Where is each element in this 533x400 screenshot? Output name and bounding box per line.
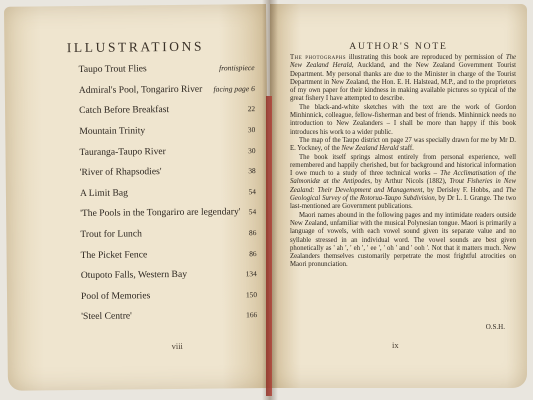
illustration-title: 'Steel Centre': [81, 310, 132, 322]
authors-note-heading: AUTHOR'S NOTE: [349, 41, 448, 52]
illustration-page: 86: [248, 228, 257, 238]
note-paragraph: [290, 137, 516, 154]
illustration-title: Tauranga-Taupo River: [79, 146, 166, 158]
note-text-run: , Auckland, and the New Zealand Government Tourist Department. My personal thanks are due to the Minister in charge of the Tourist Department in New Zealand, the Hon. E. H. Halstead, M.P., and to the proprietors of my own paper for their kindness in making available pictures so typical of the great fishery I have attempted to describe.: [290, 62, 516, 103]
note-text-run: The map of the Taupo district on page 27 was specially drawn for me by Mr D. E. Yockney, of the: [290, 136, 516, 153]
illustration-entry: [80, 186, 256, 204]
note-italic-run: The Geological Survey of the Rotorua-Taupo Subdivision: [290, 186, 516, 203]
note-text-run: staff.: [398, 145, 414, 153]
illustration-entry: [79, 62, 255, 80]
illustration-entry: [81, 289, 257, 307]
note-paragraph: Maori names abound in the following pages and my intimidate readers outside New Zealand, unfamiliar with the musical Polynesian tongue. Maori is primarily a language of vowels, with each vowel sound given its separate value and no syllable stressed in an individual word. The vowel sounds are best given phonetically as ' ah ', ' eh ', ' ee ', ' oh ' and ' ooh '. Not that it matters much. New Zealanders themselves customarily perpetrate the most frightful atrocities on Maori pronunciation.: [290, 211, 516, 269]
illustration-page: 30: [247, 125, 256, 135]
note-text-run: , by Dr L. I. Grange. The two last-mentioned are Government publications.: [290, 195, 516, 211]
illustration-entry: [80, 206, 256, 224]
note-text-run: The book itself springs almost entirely from personal experience, well remembered and happily cherished, but for background and historical information I owe much to a study of three technical works –: [290, 153, 516, 178]
illustration-page: 54: [248, 187, 256, 197]
note-text-run: , by Derisley F. Hobbs, and: [422, 186, 506, 194]
illustration-title: Pool of Memories: [80, 290, 151, 302]
red-page-edge: [266, 96, 272, 396]
note-paragraph: The black-and-white sketches with the text are the work of Gordon Minhinnick, colleague, fellow-fisherman and best of friends. Minhinnick needs no introduction to New Zealanders – I shall be more than happy if this book introduces his work to a wider public.: [290, 103, 516, 136]
illustration-title: Trout for Lunch: [80, 228, 142, 240]
illustration-page: 86: [249, 249, 257, 259]
note-lead-words: The photographs: [290, 54, 346, 61]
note-italic-run: The Acclimatisation of the Salmonidæ at the Antipodes: [290, 170, 516, 186]
note-italic-run: Trout Fisheries in New Zealand: Their Development and Management: [290, 178, 516, 194]
illustrations-heading: ILLUSTRATIONS: [66, 38, 205, 56]
illustration-entry: [81, 268, 257, 286]
illustration-title: Catch Before Breakfast: [79, 104, 170, 116]
illustration-page: 38: [248, 166, 256, 176]
illustration-page: facing page 6: [213, 84, 255, 94]
illustration-entry: [81, 248, 257, 266]
page-number-left: viii: [171, 340, 183, 352]
illustration-entry: [81, 309, 257, 327]
illustration-page: 166: [246, 310, 258, 320]
note-paragraph: [290, 54, 516, 104]
illustration-title: A Limit Bag: [79, 187, 128, 199]
note-paragraph: [290, 154, 516, 212]
illustrations-list: [78, 56, 258, 322]
illustration-entry: [79, 145, 255, 163]
illustration-entry: [80, 165, 256, 183]
note-italic-run: New Zealand Herald: [341, 145, 399, 153]
illustration-title: The Picket Fence: [80, 249, 148, 261]
note-italic-run: The New Zealand Herald: [290, 54, 517, 70]
page-number-right: ix: [392, 340, 399, 350]
illustration-title: Admiral's Pool, Tongariro River: [78, 83, 203, 96]
illustration-page: 22: [247, 104, 256, 114]
illustration-title: Taupo Trout Flies: [78, 63, 147, 75]
illustration-entry: [79, 83, 255, 101]
illustration-title: 'River of Rhapsodies': [79, 166, 162, 178]
illustration-title: Otupoto Falls, Western Bay: [80, 268, 188, 281]
right-page: [270, 4, 527, 388]
illustration-entry: [79, 124, 255, 142]
illustration-entry: [79, 103, 255, 121]
illustration-page: frontispiece: [219, 63, 255, 73]
illustration-title: 'The Pools in the Tongariro are legendary': [80, 206, 241, 219]
note-text-run: illustrating this book are reproduced by permission of: [346, 54, 506, 61]
left-page: [4, 4, 270, 391]
note-text-run: , by Arthur Nicols (1882),: [370, 178, 450, 186]
illustration-entry: [80, 227, 256, 245]
illustration-page: 30: [248, 146, 256, 156]
illustration-page: 150: [245, 290, 258, 300]
authors-note-body: [290, 54, 516, 270]
illustration-page: 134: [245, 269, 257, 279]
illustration-title: Mountain Trinity: [79, 125, 146, 137]
illustration-page: 54: [248, 207, 257, 217]
author-initials: O.S.H.: [485, 323, 505, 331]
